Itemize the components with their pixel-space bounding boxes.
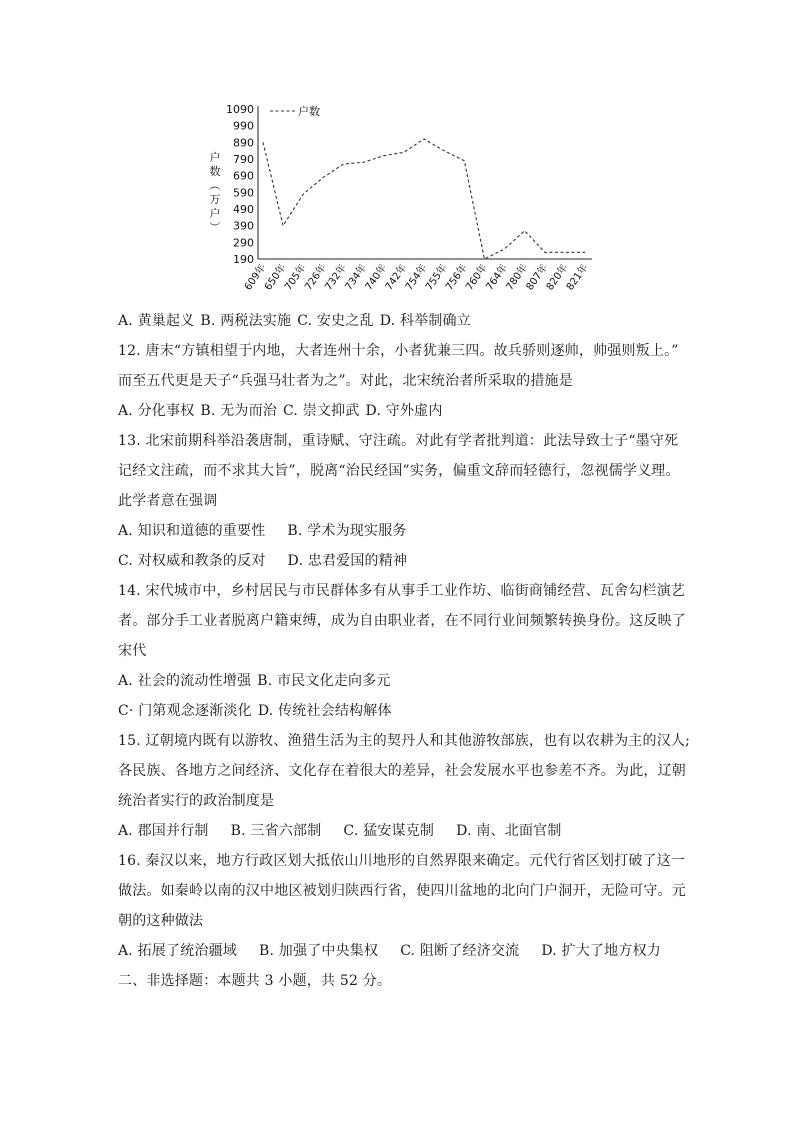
- q13-stem-line-3: 此学者意在强调: [118, 493, 218, 509]
- q15-stem-line-3: 统治者实行的政治制度是: [118, 793, 275, 809]
- x-tick-label: 732年: [323, 262, 349, 293]
- q13-option-a: A. 知识和道德的重要性: [118, 523, 266, 539]
- y-tick-label: 490: [233, 203, 254, 216]
- x-tick-label: 820年: [544, 262, 571, 293]
- x-tick-label: 734年: [343, 262, 370, 293]
- y-axis-label: [208, 150, 221, 233]
- y-tick-labels: [226, 103, 254, 266]
- y-tick-label: 690: [233, 169, 254, 183]
- x-tick-label: 755年: [423, 262, 450, 293]
- y-tick-label: 890: [233, 136, 254, 150]
- q14-options-row-1: [118, 666, 688, 696]
- y-axis-label-char: （: [208, 179, 221, 191]
- x-tick-label: 650年: [262, 262, 289, 293]
- q15-options: [118, 816, 688, 846]
- q13-option-b: B. 学术为现实服务: [287, 523, 407, 539]
- y-axis-label-char: ）: [208, 221, 221, 233]
- x-tick-label: 742年: [383, 262, 410, 293]
- q12-stem-line-1: 12. 唐末“方镇相望于内地，大者连州十余，小者犹兼三四。故兵骄则逐帅，帅强则叛上。”: [118, 343, 679, 359]
- q15-option-d: D. 南、北面官制: [456, 823, 562, 839]
- y-tick-label: 190: [233, 253, 254, 266]
- x-tick-label: 764年: [484, 262, 510, 293]
- x-tick-label: 609年: [242, 262, 269, 293]
- x-tick-label: 780年: [504, 262, 531, 293]
- y-axis-label-char: 万: [209, 193, 221, 206]
- y-tick-label: 1090: [226, 103, 254, 116]
- q15-option-a: A. 郡国并行制: [118, 823, 209, 839]
- q14-option-d: D. 传统社会结构解体: [257, 703, 392, 719]
- section-2-heading: 二、非选择题：本题共 3 小题，共 52 分。: [118, 973, 392, 989]
- legend: [270, 104, 320, 118]
- q15-stem-line-1: 15. 辽朝境内既有以游牧、渔猎生活为主的契丹人和其他游牧部族，也有以农耕为主的汉人;: [118, 733, 691, 749]
- y-axis-label-char: 户: [209, 151, 221, 164]
- x-tick-label: 740年: [363, 262, 390, 293]
- q12-option-b: B. 无为而治: [200, 403, 278, 419]
- y-tick-label: 790: [233, 153, 254, 166]
- question-section: [118, 306, 691, 996]
- x-tick-label: 726年: [303, 262, 329, 293]
- y-tick-label: 390: [233, 219, 254, 233]
- x-tick-label: 705年: [283, 262, 309, 293]
- q13-option-d: D. 忠君爱国的精神: [287, 553, 408, 569]
- y-axis-label-char: 数: [209, 165, 221, 178]
- legend-label: 户数: [298, 105, 320, 118]
- x-tick-label: 754年: [403, 262, 430, 293]
- q16-stem-line-2: 做法。如秦岭以南的汉中地区被划归陕西行省，使四川盆地的北向门户洞开，无险可守。元: [118, 883, 686, 899]
- q13-options-row-2: [118, 546, 688, 576]
- y-tick-label: 290: [233, 236, 254, 250]
- q14-option-b: B. 市民文化走向多元: [257, 673, 391, 689]
- q13-option-c: C. 对权威和教条的反对: [118, 553, 266, 569]
- x-tick-label: 821年: [564, 262, 591, 293]
- q11-options: [118, 306, 688, 336]
- q14-stem-line-2: 者。部分手工业者脱离户籍束缚，成为自由职业者，在不同行业间频繁转换身份。这反映了: [118, 613, 686, 629]
- q16-stem-line-1: 16. 秦汉以来，地方行政区划大抵依山川地形的自然界限来确定。元代行省区划打破了这一: [118, 853, 686, 869]
- q12-option-c: C. 崇文抑武: [283, 403, 360, 419]
- q12-options: [118, 396, 688, 426]
- q16-option-c: C. 阻断了经济交流: [400, 943, 520, 959]
- q12-stem-line-2: 而至五代更是天子“兵强马壮者为之”。对此，北宋统治者所采取的措施是: [118, 373, 573, 389]
- q16-stem-line-3: 朝的这种做法: [118, 913, 204, 929]
- q15-stem-line-2: 各民族、各地方之间经济、文化存在着很大的差异，社会发展水平也参差不齐。为此，辽朝: [118, 763, 686, 779]
- series-line-households: [263, 139, 585, 259]
- q16-option-a: A. 拓展了统治疆域: [118, 943, 238, 959]
- y-tick-label: 590: [233, 186, 254, 200]
- q15-option-b: B. 三省六部制: [230, 823, 322, 839]
- q16-options: [118, 936, 688, 966]
- q13-options-row-1: [118, 516, 688, 546]
- q15-option-c: C. 猛安谋克制: [343, 823, 435, 839]
- q11-option-d: D. 科举制确立: [379, 313, 471, 329]
- q12-option-a: A. 分化事权: [118, 403, 195, 419]
- q14-option-a: A. 社会的流动性增强: [118, 673, 252, 689]
- q13-stem-line-1: 13. 北宋前期科举沿袭唐制，重诗赋、守注疏。对此有学者批判道：此法导致士子“墨守死: [118, 433, 679, 449]
- q14-options-row-2: [118, 696, 688, 726]
- household-line-chart: [200, 96, 600, 296]
- q14-stem-line-1: 14. 宋代城市中，乡村居民与市民群体多有从事手工业作坊、临街商铺经营、瓦舍勾栏演艺: [118, 583, 686, 599]
- q12-option-d: D. 守外虚内: [365, 403, 443, 419]
- q16-option-d: D. 扩大了地方权力: [541, 943, 661, 959]
- q13-stem-line-2: 记经文注疏，而不求其大旨”，脱离“治民经国”实务，偏重文辞而轻德行，忽视儒学义理。: [118, 463, 680, 479]
- q11-option-b: B. 两税法实施: [200, 313, 292, 329]
- q14-stem-line-3: 宋代: [118, 643, 147, 659]
- q11-option-a: A. 黄巢起义: [118, 313, 195, 329]
- q16-option-b: B. 加强了中央集权: [259, 943, 379, 959]
- q11-option-c: C. 安史之乱: [297, 313, 374, 329]
- x-tick-labels: [241, 261, 590, 292]
- x-tick-label: 756年: [444, 262, 470, 293]
- y-axis-label-char: 户: [209, 207, 221, 220]
- x-tick-label: 760年: [464, 262, 490, 293]
- y-tick-label: 990: [233, 119, 254, 133]
- x-tick-label: 807年: [524, 262, 551, 293]
- q14-option-c: C· 门第观念逐渐淡化: [118, 703, 252, 719]
